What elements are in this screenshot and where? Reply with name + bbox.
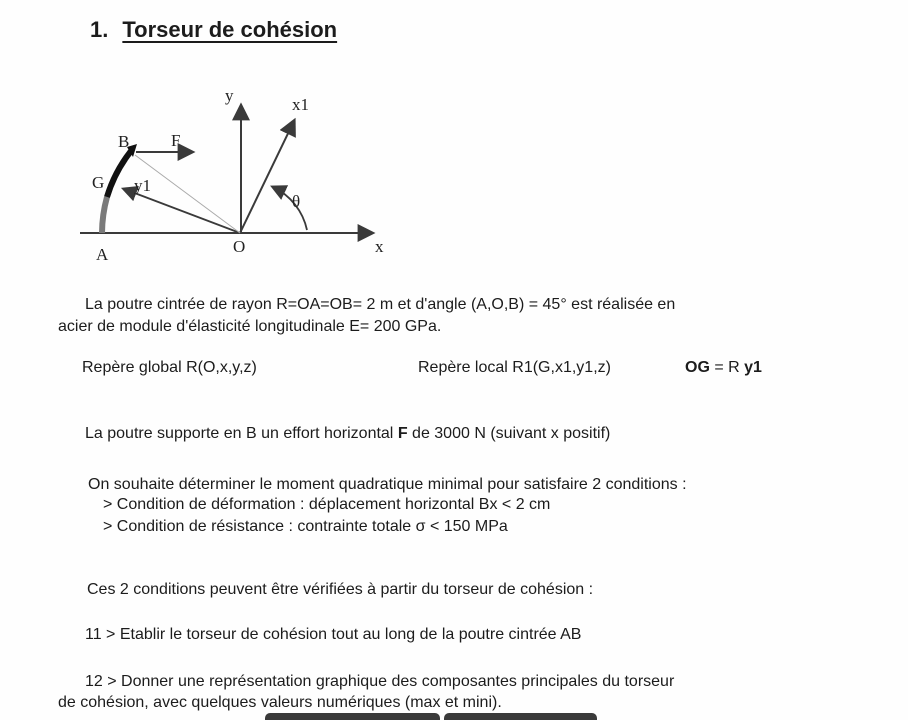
question-12-line-1: 12 > Donner une représentation graphique des composantes principales du torseur	[85, 673, 675, 690]
verification-statement: Ces 2 conditions peuvent être vérifiées à partir du torseur de cohésion :	[87, 581, 594, 598]
force-text-post: de 3000 N (suivant x positif)	[407, 425, 611, 442]
og-equals-r: = R	[709, 359, 745, 376]
og-bold: OG	[685, 359, 710, 376]
label-origin: O	[233, 237, 246, 256]
label-y-axis: y	[225, 86, 234, 105]
label-force-f: F	[171, 131, 181, 150]
force-symbol: F	[397, 425, 408, 442]
intro-line-1: La poutre cintrée de rayon R=OA=OB= 2 m et d'angle (A,O,B) = 45° est réalisée en	[85, 296, 676, 313]
beam-diagram	[0, 75, 420, 275]
section-heading	[90, 17, 337, 43]
repere-local: Repère local R1(G,x1,y1,z)	[418, 359, 611, 376]
label-point-g: G	[92, 173, 105, 192]
y1-axis-line	[124, 189, 240, 233]
theta-angle-arc	[273, 187, 307, 230]
force-text-pre: La poutre supporte en B un effort horizontal	[85, 425, 398, 442]
label-y1-axis: y1	[134, 176, 151, 195]
objective-statement: On souhaite déterminer le moment quadratique minimal pour satisfaire 2 conditions :	[88, 476, 687, 493]
label-theta: θ	[292, 192, 301, 211]
force-statement	[85, 424, 610, 444]
bottom-bar-left-segment	[265, 713, 440, 720]
label-x1-axis: x1	[292, 95, 309, 114]
x1-axis-line	[240, 121, 294, 233]
og-relation	[685, 358, 762, 378]
condition-deformation: > Condition de déformation : déplacement horizontal Bx < 2 cm	[103, 496, 551, 513]
section-number: 1.	[90, 17, 109, 42]
label-x-axis: x	[375, 237, 384, 256]
bottom-bar-right-segment	[444, 713, 597, 720]
og-y1-bold: y1	[744, 359, 762, 376]
beam-arc-faded-segment	[102, 197, 107, 233]
section-title: Torseur de cohésion	[122, 17, 338, 42]
intro-line-2: acier de module d'élasticité longitudinale E= 200 GPa.	[58, 318, 442, 335]
label-point-b: B	[118, 132, 130, 151]
label-point-a: A	[96, 245, 109, 264]
repere-global: Repère global R(O,x,y,z)	[82, 359, 257, 376]
condition-resistance: > Condition de résistance : contrainte totale σ < 150 MPa	[103, 518, 508, 535]
question-11: 11 > Etablir le torseur de cohésion tout au long de la poutre cintrée AB	[85, 626, 582, 643]
question-12-line-2: de cohésion, avec quelques valeurs numériques (max et mini).	[58, 694, 502, 711]
